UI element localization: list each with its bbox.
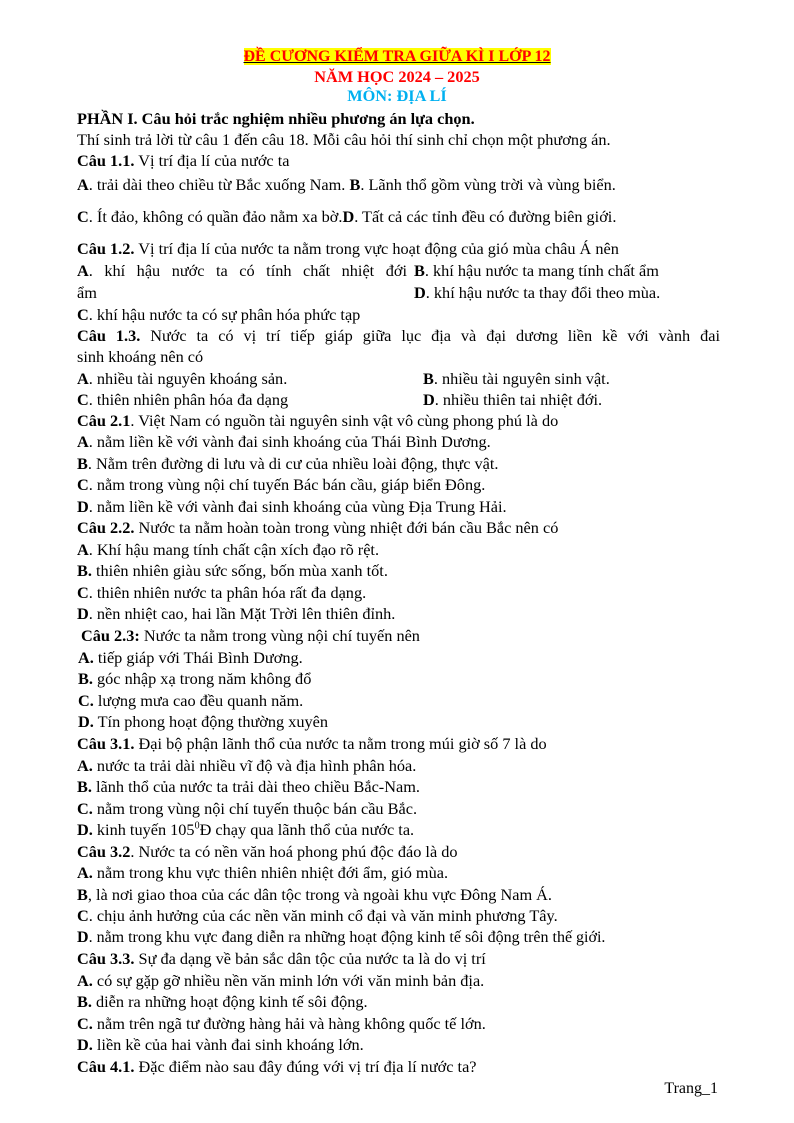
question-3-1: Câu 3.1. Đại bộ phận lãnh thổ của nước ta nằm trong múi giờ số 7 là do [77, 734, 547, 753]
question-2-1-option-d: D. nằm liền kề với vành đai sinh khoáng của vùng Địa Trung Hải. [77, 497, 507, 516]
question-1-3-option-a: A. nhiều tài nguyên khoáng sản. [77, 369, 288, 388]
question-1-3: Câu 1.3. Nước ta có vị trí tiếp giáp giữa lục địa và đại dương liền kề với vành đai [77, 326, 720, 345]
question-2-2-option-d: D. nền nhiệt cao, hai lần Mặt Trời lên thiên đỉnh. [77, 604, 396, 623]
question-2-3-option-a: A. tiếp giáp với Thái Bình Dương. [78, 648, 303, 667]
question-3-2-option-a: A. nằm trong khu vực thiên nhiên nhiệt đới ẩm, gió mùa. [77, 863, 449, 882]
question-3-2-option-d: D. nằm trong khu vực đang diễn ra những hoạt động kinh tế sôi động trên thế giới. [77, 929, 606, 946]
subject-title: MÔN: ĐỊA LÍ [347, 86, 447, 105]
question-1-2-option-b: B. khí hậu nước ta mang tính chất ẩm [414, 261, 659, 280]
question-2-1: Câu 2.1. Việt Nam có nguồn tài nguyên sinh vật vô cùng phong phú là do [77, 411, 559, 430]
question-1-2-option-d: D. khí hậu nước ta thay đổi theo mùa. [414, 283, 661, 302]
question-3-1-option-c: C. nằm trong vùng nội chí tuyến thuộc bán cầu Bắc. [77, 799, 418, 818]
question-1-3-option-d: D. nhiều thiên tai nhiệt đới. [423, 390, 603, 409]
question-1-1-options-ab: A. trải dài theo chiều từ Bắc xuống Nam. B. Lãnh thổ gồm vùng trời và vùng biển. [77, 175, 616, 194]
part-heading: PHẦN I. Câu hỏi trắc nghiệm nhiều phương án lựa chọn. [77, 109, 475, 128]
question-4-1: Câu 4.1. Đặc điểm nào sau đây đúng với vị trí địa lí nước ta? [77, 1057, 477, 1076]
question-2-1-option-a: A. nằm liền kề với vành đai sinh khoáng của Thái Bình Dương. [77, 432, 491, 451]
question-3-2-option-b: B, là nơi giao thoa của các dân tộc trong và ngoài khu vực Đông Nam Á. [77, 885, 553, 904]
question-3-2: Câu 3.2. Nước ta có nền văn hoá phong phú độc đáo là do [77, 842, 458, 861]
question-3-1-option-a: A. nước ta trải dài nhiều vĩ độ và địa hình phân hóa. [77, 756, 417, 775]
question-1-2-option-a-cont: ẩm [77, 283, 97, 302]
document-title: ĐỀ CƯƠNG KIỂM TRA GIỮA KÌ I LỚP 12 [243, 48, 551, 65]
question-3-3-option-b: B. diễn ra những hoạt động kinh tế sôi động. [77, 992, 368, 1011]
question-2-2: Câu 2.2. Nước ta nằm hoàn toàn trong vùng nhiệt đới bán cầu Bắc nên có [77, 518, 559, 537]
question-3-3: Câu 3.3. Sự đa dạng về bản sắc dân tộc của nước ta là do vị trí [77, 949, 486, 968]
question-1-3-cont: sinh khoáng nên có [77, 347, 204, 366]
question-3-2-option-c: C. chịu ảnh hưởng của các nền văn minh cổ đại và văn minh phương Tây. [77, 906, 558, 925]
question-1-1: Câu 1.1. Vị trí địa lí của nước ta [77, 151, 290, 170]
question-2-3: Câu 2.3: Nước ta nằm trong vùng nội chí tuyến nên [81, 626, 420, 645]
part-instruction: Thí sinh trả lời từ câu 1 đến câu 18. Mỗi câu hỏi thí sinh chỉ chọn một phương án. [77, 130, 611, 149]
question-3-1-option-d: D. kinh tuyến $105^0Đ$ chạy qua lãnh thổ của nước ta. [77, 820, 415, 839]
question-1-1-options-cd: C. Ít đảo, không có quần đảo nằm xa bờ.D. Tất cả các tỉnh đều có đường biên giới. [77, 207, 617, 226]
question-1-2: Câu 1.2. Vị trí địa lí của nước ta nằm trong vực hoạt động của gió mùa châu Á nên [77, 239, 619, 258]
question-1-2-option-c: C. khí hậu nước ta có sự phân hóa phức tạp [77, 305, 361, 324]
question-2-1-option-b: B. Nằm trên đường di lưu và di cư của nhiều loài động, thực vật. [77, 454, 499, 473]
question-2-3-option-b: B. góc nhập xạ trong năm không đổ [78, 669, 312, 688]
question-1-2-option-a: A. khí hậu nước ta có tính chất nhiệt đới [77, 261, 407, 280]
question-2-1-option-c: C. nằm trong vùng nội chí tuyến Bác bán cầu, giáp biển Đông. [77, 475, 486, 494]
question-3-1-option-b: B. lãnh thổ của nước ta trải dài theo chiều Bắc-Nam. [77, 777, 420, 796]
question-2-3-option-c: C. lượng mưa cao đều quanh năm. [78, 691, 304, 710]
school-year: NĂM HỌC 2024 – 2025 [314, 67, 480, 86]
question-1-3-option-b: B. nhiều tài nguyên sinh vật. [423, 369, 610, 388]
page-number: Trang_1 [664, 1080, 718, 1097]
question-2-3-option-d: D. Tín phong hoạt động thường xuyên [78, 712, 329, 731]
question-2-2-option-b: B. thiên nhiên giàu sức sống, bốn mùa xanh tốt. [77, 561, 388, 580]
question-1-3-option-c: C. thiên nhiên phân hóa đa dạng [77, 390, 289, 409]
question-3-3-option-d: D. liền kề của hai vành đai sinh khoáng lớn. [77, 1035, 364, 1054]
question-3-3-option-a: A. có sự gặp gỡ nhiều nền văn minh lớn với văn minh bản địa. [77, 971, 485, 990]
question-3-3-option-c: C. nằm trên ngã tư đường hàng hải và hàng không quốc tế lớn. [77, 1014, 486, 1033]
question-2-2-option-a: A. Khí hậu mang tính chất cận xích đạo rõ rệt. [77, 540, 380, 559]
question-2-2-option-c: C. thiên nhiên nước ta phân hóa rất đa dạng. [77, 583, 367, 602]
